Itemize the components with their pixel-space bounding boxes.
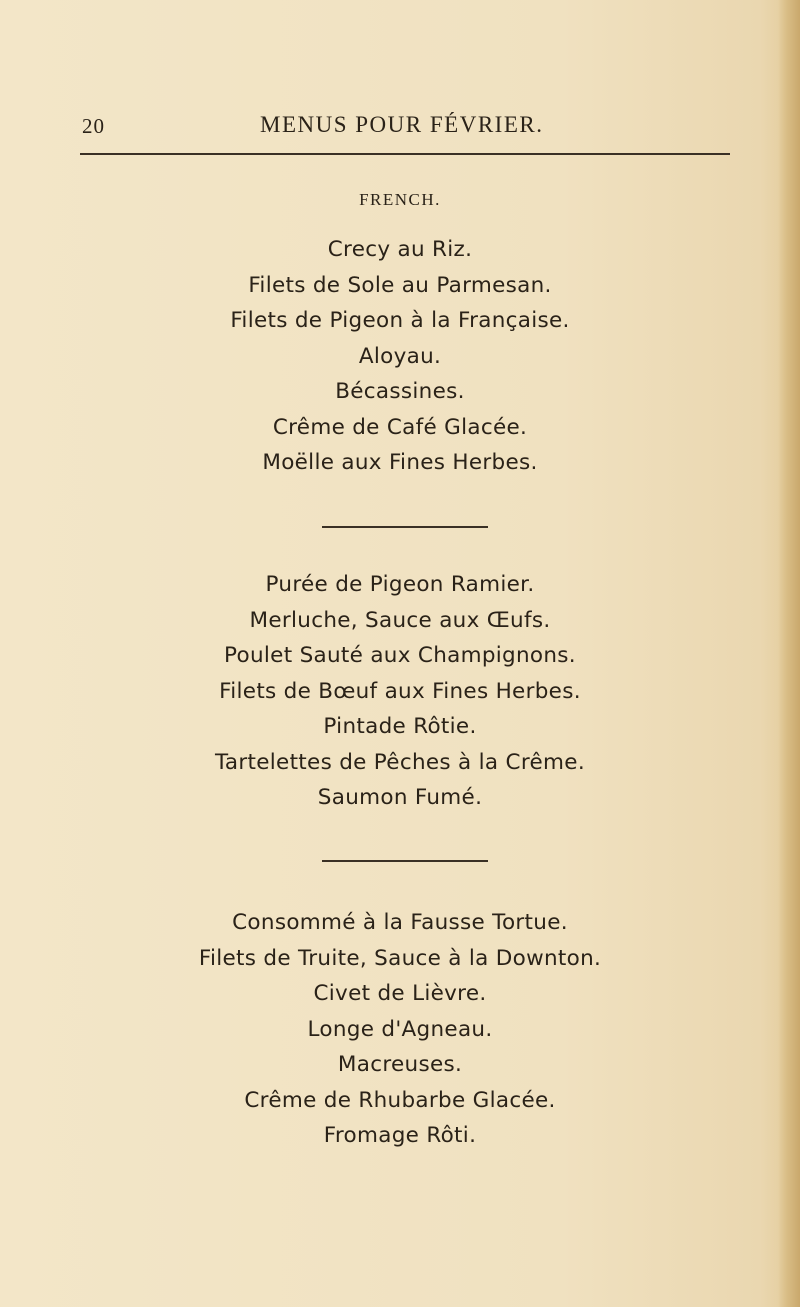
header-rule: [80, 153, 730, 155]
menu-item: Filets de Bœuf aux Fines Herbes.: [219, 678, 581, 704]
section-heading: FRENCH.: [359, 190, 441, 209]
menu-2: [0, 567, 800, 816]
menu-item: Poulet Sauté aux Champignons.: [224, 643, 576, 668]
menu-item: Macreuses.: [337, 1052, 463, 1077]
menu-item: Bécassines.: [335, 379, 465, 404]
menu-item: Crême de Café Glacée.: [272, 414, 528, 440]
menu-item: Civet de Lièvre.: [313, 981, 487, 1006]
menu-item: Purée de Pigeon Ramier.: [265, 572, 535, 597]
menu-item: Moëlle aux Fines Herbes.: [262, 450, 538, 475]
menu-1: [0, 232, 800, 481]
menu-item: Crecy au Riz.: [327, 237, 473, 262]
menu-item: Consommé à la Fausse Tortue.: [232, 910, 568, 935]
page-title: MENUS POUR FÉVRIER.: [260, 112, 544, 137]
menu-divider: [322, 860, 488, 862]
menu-item: Longe d'Agneau.: [307, 1016, 493, 1042]
menu-divider: [322, 526, 488, 528]
menu-item: Tartelettes de Pêches à la Crême.: [215, 749, 585, 775]
menu-item: Merluche, Sauce aux Œufs.: [249, 607, 551, 633]
menu-item: Fromage Rôti.: [323, 1123, 477, 1148]
menu-item: Filets de Pigeon à la Française.: [230, 308, 570, 333]
running-head: [0, 108, 800, 148]
menu-item: Filets de Sole au Parmesan.: [248, 272, 552, 298]
menu-item: Crême de Rhubarbe Glacée.: [244, 1087, 556, 1113]
menu-3: [0, 905, 800, 1154]
menu-item: Filets de Truite, Sauce à la Downton.: [198, 945, 602, 971]
menu-item: Pintade Rôtie.: [323, 714, 477, 739]
page-number: 20: [82, 114, 105, 138]
menu-item: Saumon Fumé.: [317, 785, 483, 810]
menu-item: Aloyau.: [358, 343, 442, 369]
